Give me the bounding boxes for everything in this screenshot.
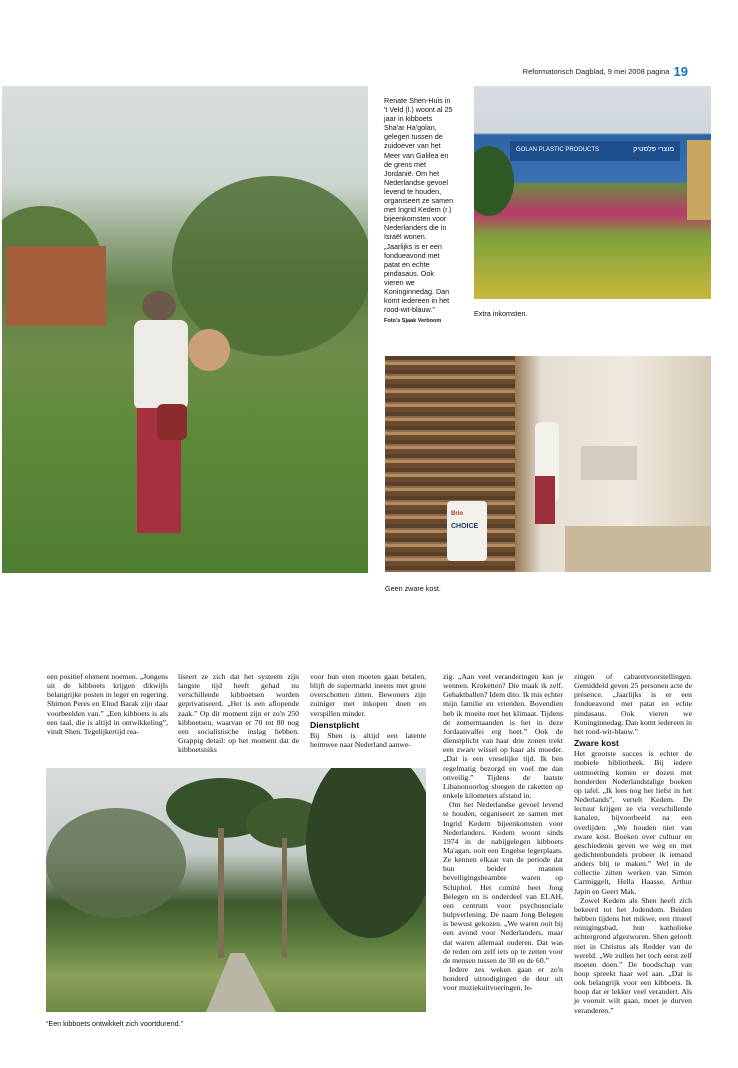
column-text: voor hun eten moeten gaan betalen, blijft de supermarkt ineens met grote overschotten zitten. Bewoners zijn zuiniger met inkopen doen en verspillen minder.	[310, 672, 426, 718]
garden-photo	[2, 86, 368, 573]
column-text: zig. „Aan veel veranderingen kun je wennen. Kroketten? Die maak ik zelf. Gehaktballen? Idem dito. Ik mis echter mijn familie en vrienden. Bovendien heb ik moeite met het klimaat. Tijdens de zomermaanden is het in deze Jordaanvallei erg heet.” Ook de dienstplicht van haar drie zonen trekt een zware wissel op haar als moeder. „Dat is een vreselijke tijd. Ik ben regelmatig bezorgd en voel me dan onveilig.” Tijdens de laatste Libanonoorlog sloegen de raketten op enkele kilometers afstand in.	[443, 672, 563, 801]
palms-photo	[46, 768, 426, 1012]
tree-shape	[474, 146, 514, 216]
article-column-3	[310, 672, 426, 749]
bucket-shape	[447, 501, 487, 561]
caption-library: Geen zware kost.	[385, 584, 441, 593]
building-shape	[687, 140, 711, 220]
caption-factory: Extra inkomsten.	[474, 309, 528, 318]
bucket-brand: Brio	[451, 511, 463, 517]
person-bag	[157, 404, 187, 440]
column-text: Zowel Kedem als Shen heeft zich bekeerd tot het Jodendom. Beiden hebben tijdens het mikwe, een ritueel reinigingsbad, hun katholieke achtergrond afgezworen. Shen gelooft niet in Christus als Redder van de wereld. „We zullen het toch eerst zelf moeten doen.” De boodschap van hoop spreekt haar wel aan. „Dat is ook belangrijk voor een kibboets. Ik hoop dat er lekker veel verandert. Als je vooruit wilt gaan, moet je durven veranderen.”	[574, 895, 692, 1015]
article-column-1	[47, 672, 168, 736]
caption-palms: “Een kibboets ontwikkelt zich voortdurend.”	[46, 1019, 184, 1028]
column-text: een positief element noemen. „Jongens uit de kibboets krijgen dikwijls belangrijke posten in leger en regering. Shimon Peres en Ehud Barak zijn daar voorbeelden van.” „Een kibboets is als een taal, die is altijd in ontwikkeling”, vindt Shen. Tegelijkertijd rea-	[47, 672, 168, 736]
bucket-label: CHOICE	[451, 523, 479, 530]
person-shirt	[134, 320, 188, 410]
photo-credit: Foto's Sjaak Verboom	[384, 318, 442, 325]
article-column-2	[178, 672, 299, 754]
caption-renate	[384, 96, 454, 326]
section-heading: Dienstplicht	[310, 719, 360, 730]
header-text: Reformatorisch Dagblad, 9 mei 2008 pagina	[522, 67, 670, 76]
palm-trunk	[282, 838, 287, 958]
article-column-5	[574, 672, 692, 1015]
library-photo	[385, 356, 711, 572]
column-text: zingen of cabaretvoorstellingen. Gemiddeld geven 25 personen acte de présence. „Jaarlijks is er een fondueavond met patat en echte pindasaus. Ook vieren we Koninginnedag. Dan komt iedereen in het rood-wit-blauw.”	[574, 672, 692, 736]
pergola-shape	[6, 246, 106, 326]
section-heading: Zware kost	[574, 738, 619, 749]
factory-sign-text: GOLAN PLASTIC PRODUCTS	[516, 147, 600, 153]
tree-shape	[306, 768, 426, 938]
factory-photo	[474, 86, 711, 299]
person-head	[142, 291, 176, 321]
factory-sign-hebrew: מוצרי פלסטיק	[633, 146, 674, 153]
radiator-shape	[581, 446, 637, 480]
pot-shape	[188, 329, 230, 371]
tree-shape	[46, 808, 186, 918]
person-trousers	[535, 476, 555, 524]
caption-renate-text: Renate Shen-Huis in 't Veld (l.) woont al 25 jaar in kibboets Sha'ar Ha'golan, gelegen tussen de zuidoever van het Meer van Galilea en de grens met Jordanië. Om het Nederlandse gevoel levend te houden, organiseert ze samen met Ingrid Kedem (r.) bijeenkomsten voor Nederlanders die in Israël wonen. „Jaarlijks is er een fondueavond met patat en echte pindasaus. Ook vieren we Koninginnedag. Dan komt iedereen in het rood-wit-blauw.”	[384, 96, 454, 315]
tree-shape	[172, 176, 368, 356]
column-text: Het grootste succes is echter de mobiele bibliotheek. Bij iedere ontmoeting komen er dozen met honderden Nederlandstalige boeken op tafel. „Ik lees nog het liefst in het Nederlands”, vertelt Kedem. De lectuur krijgen ze via verschillende kanalen, bijvoorbeeld na een overlijden. „We houden niet van zware kost. Boeken over cultuur en geschiedenis geven we weg en met gedichtenbundels probeer ik iemand anders blij te maken.” Wel in de collectie zitten werken van Simon Carmiggelt, Hella Haasse, Arthur Japin en Geert Mak.	[574, 749, 692, 896]
path-shape	[206, 953, 276, 1012]
book-boxes-shape	[565, 526, 711, 572]
article-column-4	[443, 672, 563, 992]
column-text: Bij Shen is altijd een latente heimwee naar Nederland aanwe-	[310, 730, 426, 750]
column-text: liseert ze zich dat het systeem zijn langste tijd heeft gehad nu verschillende kibboetsen worden geprivatiseerd. „Het is een aflopende zaak.” Op dit moment zijn er zo'n 250 kibboetsen, waarvan er 70 tot 80 nog een socialistische inslag hebben. Grappig detail: op het moment dat de kibboetsniks	[178, 672, 299, 755]
column-text: Om het Nederlandse gevoel levend te houden, organiseert ze samen met Ingrid Kedem bijeenkomsten voor Nederlanders. Kedem woont sinds 1974 in de nabijgelegen kibboets Ma'agan, ooit een Engelse legerplaats. Ze kennen elkaar van de periode dat hun beider mannen beveiligingsbeambte waren op Schiphol. Het comité heet Jong Belegen en is onderdeel van ELAH, een centrum voor psychosociale hulpverlening. De naam Jong Belegen is bewust gekozen. „We waren ooit bij een avond voor Nederlanders, maar dat waren allemaal ouderen. Dat was de reden om zelf iets op te zetten voor de mensen tussen de 30 en de 60.”	[443, 800, 563, 965]
page-number: 19	[673, 64, 688, 79]
column-text: Iedere zes weken gaan er zo'n honderd uitnodigingen de deur uit voor muziekuitvoeringen, le-	[443, 965, 563, 993]
palm-trunk	[218, 828, 224, 958]
factory-sign	[510, 141, 680, 161]
page-header	[523, 64, 688, 79]
